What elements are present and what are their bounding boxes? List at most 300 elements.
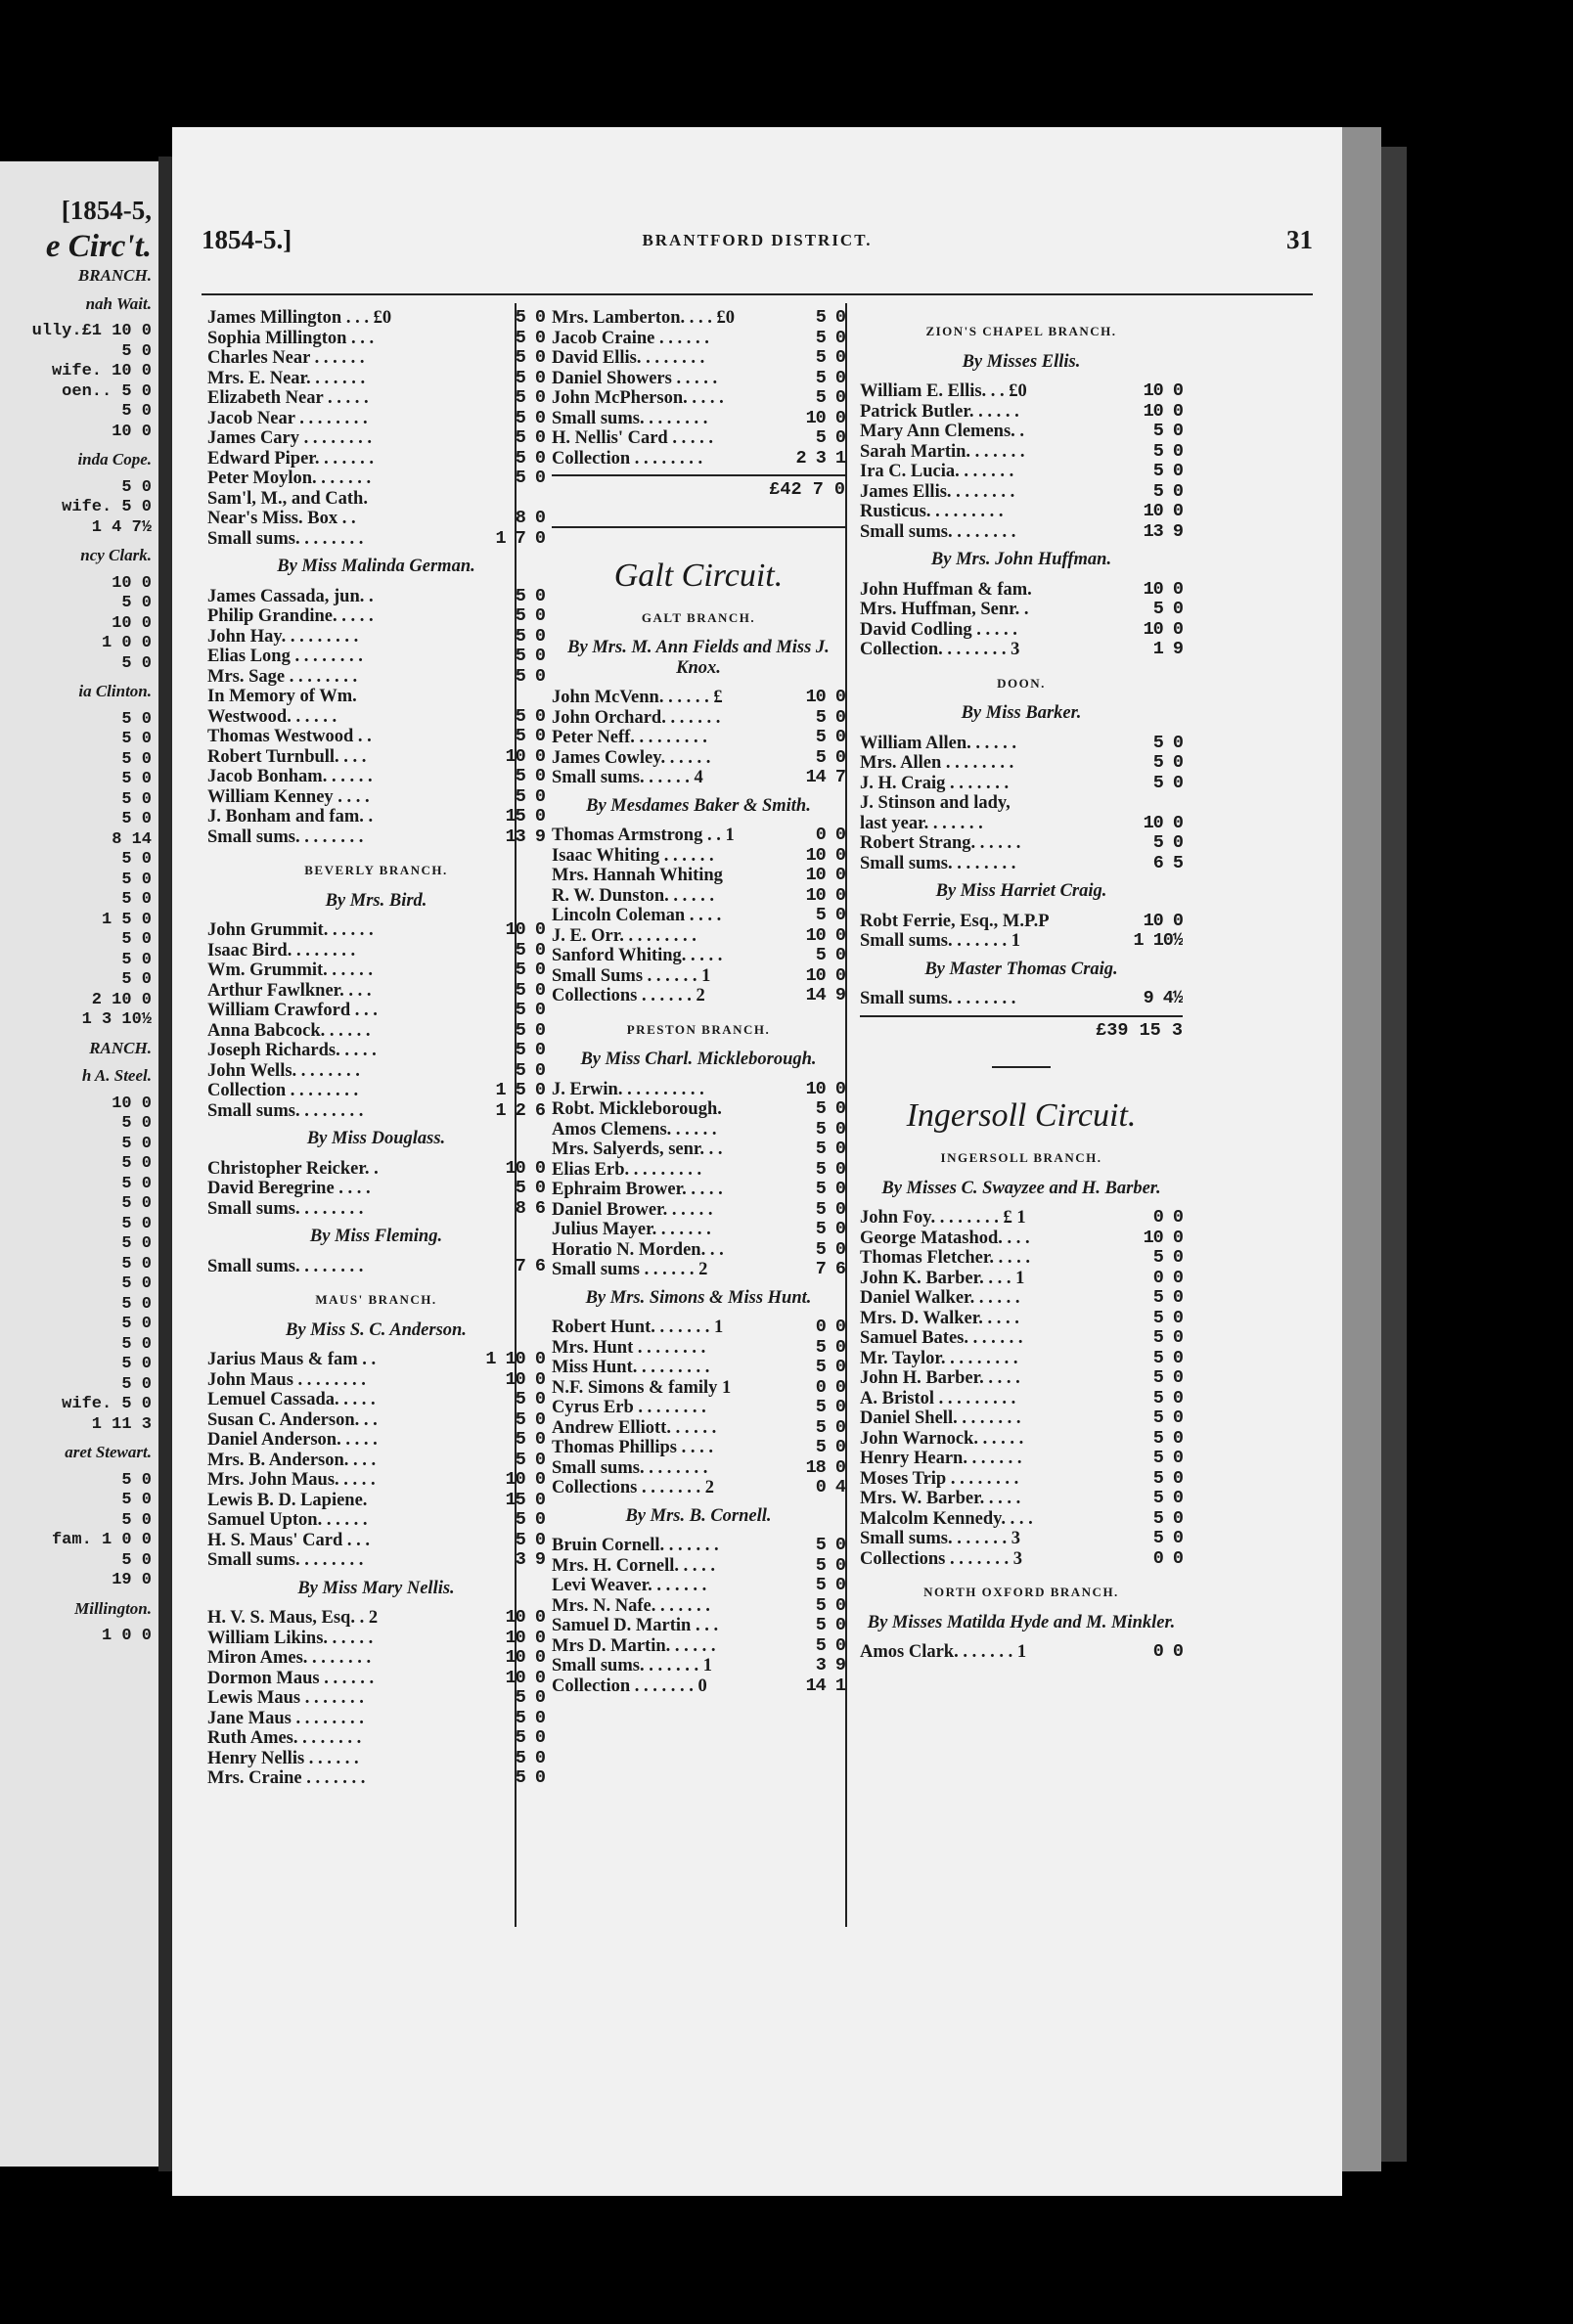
contributor-name: Elizabeth Near . . . . . [207, 388, 369, 408]
contribution-row [207, 1491, 545, 1511]
contributor-name: John McPherson. . . . . [552, 388, 724, 408]
left-page-fragment [31, 196, 152, 1647]
contribution-row [860, 833, 1183, 854]
contribution-amount: 5 0 [815, 1398, 845, 1417]
contributor-name: Robert Strang. . . . . . [860, 833, 1021, 853]
collector-byline: By Miss Charl. Mickleborough. [580, 1050, 817, 1069]
contribution-amount: 5 0 [815, 707, 845, 728]
contributor-name: J. Erwin. . . . . . . . . . [552, 1079, 704, 1099]
contributor-name: Mrs. D. Walker. . . . . [860, 1308, 1019, 1328]
contribution-row [860, 402, 1183, 423]
contribution-row [552, 1656, 845, 1676]
collector-byline: By Misses C. Swayzee and H. Barber. [881, 1178, 1161, 1198]
page [172, 127, 1342, 2196]
contributor-name: Small sums. . . . . . . 1 [552, 1656, 712, 1676]
contribution-row [552, 1160, 845, 1181]
contribution-row [860, 580, 1183, 601]
contributor-name: John Wells. . . . . . . . [207, 1060, 360, 1081]
contribution-amount: 5 0 [515, 1510, 545, 1530]
branch-title: NORTH OXFORD BRANCH. [923, 1585, 1119, 1599]
contribution-amount: 1 7 0 [495, 528, 545, 549]
contributor-name: Mrs. E. Near. . . . . . . [207, 368, 366, 388]
contribution-row [207, 409, 545, 429]
contribution-row [860, 600, 1183, 620]
contributor-name: Daniel Showers . . . . . [552, 368, 718, 388]
contribution-row [552, 708, 845, 729]
contribution-amount: 5 0 [815, 1220, 845, 1239]
collector-byline: By Miss Barker. [961, 703, 1082, 723]
contributor-name: Mrs. Lamberton. . . . £0 [552, 308, 736, 328]
contribution-row [860, 1349, 1183, 1369]
left-fragment-line: 5 0 [121, 1470, 152, 1490]
contributor-name: Small sums. . . . . . . . [207, 1100, 364, 1121]
left-fragment-line: 5 0 [121, 1114, 152, 1133]
contributor-name: James Millington . . . £0 [207, 308, 392, 328]
contributor-name: David Codling . . . . . [860, 619, 1017, 640]
contribution-row [207, 687, 545, 707]
contribution-row [552, 1556, 845, 1577]
contribution-row [207, 1257, 545, 1277]
contribution-amount: 5 0 [515, 328, 545, 348]
circuit-title: Galt Circuit. [613, 557, 784, 594]
contribution-row [552, 1260, 845, 1280]
contributor-name: J. H. Craig . . . . . . . [860, 773, 1010, 793]
contribution-amount: 5 0 [1152, 1388, 1183, 1408]
page-header-district: BRANTFORD DISTRICT. [642, 231, 873, 249]
contribution-row [552, 1676, 845, 1697]
contribution-row [860, 522, 1183, 543]
contributor-name: Julius Mayer. . . . . . . [552, 1220, 711, 1239]
contribution-amount: 5 0 [815, 1536, 845, 1555]
contribution-amount: 5 0 [815, 1635, 845, 1656]
contribution-amount: 0 0 [815, 1318, 845, 1337]
left-fragment-line: 5 0 [121, 653, 152, 673]
contributor-name: Small Sums . . . . . . 1 [552, 965, 711, 986]
contribution-row [552, 449, 845, 469]
left-fragment-line: 10 0 [112, 1094, 152, 1113]
contribution-row [207, 469, 545, 489]
contribution-row [207, 1688, 545, 1709]
contribution-amount: 5 0 [515, 469, 545, 488]
contributor-name: Miron Ames. . . . . . . . [207, 1648, 372, 1668]
contributor-name: Lincoln Coleman . . . . [552, 906, 722, 925]
column-divider [515, 303, 517, 1927]
contribution-row [552, 1458, 845, 1479]
left-fragment-line: 5 0 [121, 1134, 152, 1153]
contributor-name: Peter Moylon. . . . . . . [207, 469, 372, 488]
column-3 [860, 308, 1183, 1663]
contributor-name: David Beregrine . . . . [207, 1179, 371, 1198]
contribution-row [552, 308, 845, 329]
left-fragment-line: 5 0 [121, 709, 152, 729]
contribution-amount: 10 0 [505, 1628, 545, 1648]
contribution-row [552, 1438, 845, 1458]
contribution-row [552, 1358, 845, 1378]
collector-byline: By Miss Douglass. [306, 1129, 446, 1148]
contribution-amount: 2 3 1 [795, 448, 845, 469]
contribution-row [207, 627, 545, 648]
collector-byline: By Mrs. John Huffman. [930, 550, 1112, 569]
contributor-name: John K. Barber. . . . 1 [860, 1268, 1025, 1288]
contribution-amount: 15 0 [505, 807, 545, 827]
contribution-row [207, 1550, 545, 1571]
contribution-amount: 5 0 [515, 1001, 545, 1020]
contributor-name: John McVenn. . . . . . £ [552, 688, 723, 707]
collector-byline: By Mrs. Simons & Miss Hunt. [585, 1287, 812, 1308]
contribution-amount: 5 0 [1152, 1348, 1183, 1368]
contribution-row [860, 734, 1183, 754]
contribution-row [207, 1410, 545, 1431]
contribution-amount: 5 0 [1152, 733, 1183, 753]
contribution-amount: 14 7 [805, 768, 845, 787]
contribution-amount: 5 0 [515, 1768, 545, 1788]
contribution-amount: 5 0 [1152, 1308, 1183, 1328]
contribution-amount: 5 0 [515, 348, 545, 368]
contributor-name: Mary Ann Clemens. . [860, 422, 1025, 441]
contribution-amount: 5 0 [515, 1060, 545, 1081]
contributor-name: Mrs. W. Barber. . . . . [860, 1489, 1021, 1508]
collector-byline: By Mrs. B. Cornell. [625, 1505, 772, 1526]
collector-byline: By Misses Ellis. [962, 351, 1081, 372]
contributor-name: Dormon Maus . . . . . . [207, 1668, 375, 1688]
contribution-amount: 5 0 [515, 368, 545, 388]
contribution-row [552, 728, 845, 748]
contributor-name: Amos Clemens. . . . . . [552, 1119, 717, 1140]
contributor-name: Christopher Reicker. . [207, 1158, 379, 1179]
left-fragment-line: 5 0 [121, 1154, 152, 1173]
branch-title: PRESTON BRANCH. [626, 1021, 771, 1037]
contribution-amount: 5 0 [515, 786, 545, 807]
contribution-row [860, 640, 1183, 660]
contribution-amount: 10 0 [1143, 813, 1183, 833]
contribution-row [860, 1389, 1183, 1409]
left-fragment-line: 1 4 7½ [91, 517, 152, 537]
contribution-row [207, 707, 545, 728]
contribution-amount: 10 0 [1143, 619, 1183, 640]
contributor-name: Small sums. . . . . . . 3 [860, 1529, 1020, 1548]
contribution-row [207, 529, 545, 550]
contribution-row [552, 1080, 845, 1100]
contributor-name: N.F. Simons & family 1 [552, 1377, 732, 1398]
contribution-amount: 5 0 [1152, 773, 1183, 793]
contribution-amount: 5 0 [815, 428, 845, 448]
contribution-row [207, 1159, 545, 1180]
contribution-amount: 5 0 [1152, 481, 1183, 502]
contribution-row [860, 502, 1183, 522]
contributor-name: Thomas Fletcher. . . . . [860, 1248, 1031, 1268]
left-fragment-line: 5 0 [121, 1550, 152, 1570]
contributor-name: Anna Babcock. . . . . . [207, 1020, 371, 1041]
branch-title: MAUS' BRANCH. [315, 1292, 437, 1307]
contributor-name: Small sums. . . . . . 4 [552, 768, 703, 787]
contributor-name: James Cary . . . . . . . . [207, 428, 373, 448]
contributor-name: Collection . . . . . . . 0 [552, 1676, 707, 1696]
contribution-amount: 5 0 [1152, 1368, 1183, 1388]
contribution-row [552, 926, 845, 947]
contributor-name: Jacob Near . . . . . . . . [207, 408, 368, 428]
contribution-amount: 5 0 [815, 388, 845, 408]
contribution-row [860, 1489, 1183, 1509]
contributor-name: Isaac Whiting . . . . . . [552, 845, 714, 866]
left-fragment-line: 10 0 [112, 613, 152, 633]
contribution-amount: 5 0 [1152, 1468, 1183, 1489]
left-fragment-line: wife. 5 0 [62, 498, 152, 516]
contribution-amount: 10 0 [1143, 502, 1183, 521]
contributor-name: In Memory of Wm. [207, 687, 357, 706]
contribution-row [860, 989, 1183, 1009]
contributor-name: J. E. Orr. . . . . . . . . [552, 925, 697, 946]
contribution-row [552, 906, 845, 926]
contribution-amount: 5 0 [815, 1180, 845, 1199]
contribution-row [207, 1669, 545, 1689]
left-fragment-line: 1 3 10½ [81, 1010, 152, 1029]
left-fragment-line: 5 0 [121, 810, 152, 828]
contributor-name: H. S. Maus' Card . . . [207, 1530, 371, 1550]
contribution-amount: 5 0 [815, 728, 845, 747]
contributor-name: Robt Ferrie, Esq., M.P.P [860, 911, 1050, 931]
contribution-amount: 5 0 [815, 1337, 845, 1358]
contributor-name: John Maus . . . . . . . . [207, 1369, 366, 1390]
contributor-name: Elias Long . . . . . . . . [207, 647, 363, 666]
contributor-name: Thomas Westwood . . [207, 727, 372, 746]
contribution-amount: 5 0 [1152, 1449, 1183, 1468]
left-fragment-line: 5 0 [121, 1194, 152, 1213]
left-fragment-line: 5 0 [121, 1294, 152, 1314]
contribution-row [207, 428, 545, 449]
contribution-row [207, 1749, 545, 1769]
left-fragment-line: 5 0 [121, 730, 152, 748]
contributor-name: William Crawford . . . [207, 1001, 378, 1020]
contributor-name: Mrs. Craine . . . . . . . [207, 1768, 366, 1788]
contribution-row [860, 1408, 1183, 1429]
section-divider [552, 526, 845, 528]
contributor-name: Thomas Phillips . . . . [552, 1438, 714, 1457]
contribution-row [860, 854, 1183, 874]
contributor-name: Levi Weaver. . . . . . . [552, 1576, 707, 1595]
total-amount: £42 7 0 [552, 474, 845, 501]
left-fragment-heading: nah Wait. [85, 293, 152, 313]
contribution-row [207, 489, 545, 510]
contribution-amount: 10 0 [1143, 1228, 1183, 1248]
contribution-amount: 5 0 [515, 1530, 545, 1550]
contribution-row [860, 1309, 1183, 1329]
contribution-amount: 10 0 [505, 1369, 545, 1390]
contribution-row [207, 767, 545, 787]
contribution-row [860, 482, 1183, 503]
contributor-name: Robert Turnbull. . . . [207, 746, 367, 767]
left-fragment-line: 10 0 [112, 573, 152, 593]
left-fragment-heading: RANCH. [89, 1038, 152, 1057]
left-fragment-line: 5 0 [121, 594, 152, 612]
contributor-name: Ephraim Brower. . . . . [552, 1180, 723, 1199]
contribution-amount: 10 0 [805, 885, 845, 906]
contribution-amount: 1 10½ [1133, 931, 1183, 951]
contributor-name: Mrs. N. Nafe. . . . . . . [552, 1595, 710, 1616]
contribution-amount: 14 9 [805, 986, 845, 1006]
contribution-row [860, 620, 1183, 641]
contributor-name: Daniel Anderson. . . . . [207, 1430, 378, 1450]
collector-byline: By Mrs. Bird. [325, 890, 427, 911]
contribution-row [552, 1596, 845, 1617]
left-fragment-line: 5 0 [121, 1334, 152, 1354]
contribution-row [552, 1378, 845, 1399]
contributor-name: Daniel Walker. . . . . . [860, 1288, 1020, 1308]
contribution-row [207, 981, 545, 1002]
contribution-amount: 5 0 [515, 647, 545, 666]
contributor-name: Moses Trip . . . . . . . . [860, 1468, 1019, 1489]
contribution-amount: 0 0 [1152, 1208, 1183, 1228]
contribution-amount: 5 0 [515, 448, 545, 469]
contribution-amount: 5 0 [1152, 441, 1183, 462]
contribution-row [207, 587, 545, 607]
left-fragment-line: 5 0 [121, 950, 152, 969]
contribution-amount: 10 0 [805, 408, 845, 428]
contribution-row [552, 1398, 845, 1418]
contributor-name: Westwood. . . . . . [207, 706, 337, 727]
contribution-amount: 5 0 [515, 1748, 545, 1768]
left-page-circuit-title: e Circ't. [45, 228, 152, 264]
contribution-row [860, 1368, 1183, 1389]
contribution-amount: 5 0 [1152, 833, 1183, 853]
contribution-amount: 5 0 [815, 1140, 845, 1159]
left-fragment-line: 5 0 [121, 1174, 152, 1193]
contributor-name: James Cassada, jun. . [207, 586, 374, 606]
left-fragment-line: 5 0 [121, 1234, 152, 1253]
contribution-amount: 5 0 [515, 1450, 545, 1470]
contribution-amount: 5 0 [515, 1041, 545, 1060]
page-number: 31 [1286, 225, 1313, 254]
contribution-amount: 13 9 [1143, 521, 1183, 542]
contribution-row [552, 1220, 845, 1240]
contribution-amount: 5 0 [1152, 462, 1183, 481]
contributor-name: Andrew Elliott. . . . . . [552, 1417, 717, 1438]
column-divider [845, 303, 847, 1927]
contribution-amount: 5 0 [815, 1358, 845, 1377]
contribution-row [552, 748, 845, 769]
contribution-amount: 5 0 [515, 1688, 545, 1708]
contribution-row [860, 422, 1183, 442]
contribution-amount: 0 0 [815, 826, 845, 845]
contribution-amount: 5 0 [1152, 1248, 1183, 1268]
contributor-name: Sanford Whiting. . . . . [552, 946, 723, 965]
contributor-name: Lewis B. D. Lapiene. [207, 1490, 368, 1510]
contributor-name: Edward Piper. . . . . . . [207, 448, 374, 469]
contribution-row [860, 1642, 1183, 1663]
contribution-row [552, 866, 845, 886]
contribution-amount: 10 0 [805, 1079, 845, 1099]
contribution-row [552, 886, 845, 907]
total-amount: £39 15 3 [860, 1015, 1183, 1042]
contribution-amount: 5 0 [815, 1119, 845, 1140]
contributor-name: Ira C. Lucia. . . . . . . [860, 462, 1014, 481]
contributor-name: H. V. S. Maus, Esq. . 2 [207, 1608, 379, 1628]
contribution-row [207, 1768, 545, 1789]
contribution-amount: 1 10 0 [485, 1350, 545, 1369]
contribution-amount: 5 0 [515, 428, 545, 448]
column-1 [207, 308, 545, 1789]
contribution-amount: 15 0 [505, 1490, 545, 1510]
contribution-row [860, 442, 1183, 463]
header-rule [202, 293, 1313, 295]
contribution-row [207, 920, 545, 941]
contribution-row [207, 647, 545, 667]
contributor-name: Small sums. . . . . . . . [207, 1256, 364, 1276]
contributor-name: Near's Miss. Box . . [207, 509, 356, 528]
contribution-amount: 5 0 [515, 767, 545, 786]
contributor-name: Daniel Brower. . . . . . [552, 1199, 713, 1220]
contribution-amount: 10 0 [1143, 381, 1183, 401]
contributor-name: Small sums. . . . . . . . [207, 1198, 364, 1219]
left-fragment-line: oen.. 5 0 [62, 381, 152, 401]
contribution-amount: 5 0 [1152, 600, 1183, 619]
contributor-name: William Kenney . . . . [207, 786, 370, 807]
contribution-amount: 1 9 [1152, 640, 1183, 659]
contribution-amount: 5 0 [515, 727, 545, 746]
contribution-row [552, 846, 845, 867]
contributor-name: James Ellis. . . . . . . . [860, 481, 1015, 502]
branch-title: GALT BRANCH. [641, 609, 756, 625]
contributor-name: John Grummit. . . . . . [207, 920, 374, 940]
contribution-row [552, 1099, 845, 1120]
left-fragment-line: 1 11 3 [91, 1414, 152, 1434]
contributor-name: Susan C. Anderson. . . [207, 1409, 378, 1430]
contribution-amount: 7 6 [515, 1256, 545, 1276]
contributor-name: Elias Erb. . . . . . . . . [552, 1159, 702, 1180]
contribution-row [207, 827, 545, 848]
left-fragment-line: 5 0 [121, 402, 152, 421]
contribution-row [552, 1338, 845, 1359]
contribution-row [207, 961, 545, 981]
contribution-row [860, 1288, 1183, 1309]
contributor-name: Sarah Martin. . . . . . . [860, 441, 1025, 462]
contribution-amount: 5 0 [515, 1708, 545, 1728]
contribution-row [207, 1430, 545, 1451]
contributor-name: John Hay. . . . . . . . . [207, 626, 359, 647]
contribution-amount: 5 0 [815, 1576, 845, 1595]
contribution-amount: 10 0 [1143, 911, 1183, 931]
contribution-amount: 5 0 [515, 940, 545, 961]
contribution-row [207, 1510, 545, 1531]
contribution-amount: 9 4½ [1143, 989, 1183, 1008]
contributor-name: Small sums. . . . . . . . [552, 408, 708, 428]
contribution-row [552, 688, 845, 708]
contribution-row [207, 308, 545, 329]
contributor-name: John Warnock. . . . . . [860, 1428, 1024, 1449]
contribution-amount: 10 0 [505, 1648, 545, 1668]
contribution-row [207, 1629, 545, 1649]
contributor-name: John Orchard. . . . . . . [552, 707, 721, 728]
contribution-amount: 5 0 [815, 1555, 845, 1576]
contribution-row [860, 1509, 1183, 1530]
contribution-amount: 5 0 [815, 946, 845, 965]
left-fragment-line: 1 0 0 [101, 1627, 152, 1645]
contribution-row [207, 509, 545, 529]
left-fragment-line: 5 0 [121, 890, 152, 909]
contributor-name: Samuel D. Martin . . . [552, 1616, 719, 1635]
contribution-amount: 10 0 [505, 1470, 545, 1490]
contributor-name: Isaac Bird. . . . . . . . [207, 940, 356, 961]
contribution-row [207, 807, 545, 827]
contribution-row [552, 369, 845, 389]
contributor-name: Mr. Taylor. . . . . . . . . [860, 1348, 1018, 1368]
left-fragment-heading: ncy Clark. [80, 546, 152, 564]
contribution-amount: 10 0 [1143, 401, 1183, 422]
contribution-row [207, 1350, 545, 1370]
collector-byline: By Miss Malinda German. [277, 557, 475, 576]
contributor-name: John Foy. . . . . . . . £ 1 [860, 1208, 1026, 1228]
contributor-name: last year. . . . . . . [860, 813, 983, 833]
contribution-amount: 10 0 [805, 866, 845, 885]
